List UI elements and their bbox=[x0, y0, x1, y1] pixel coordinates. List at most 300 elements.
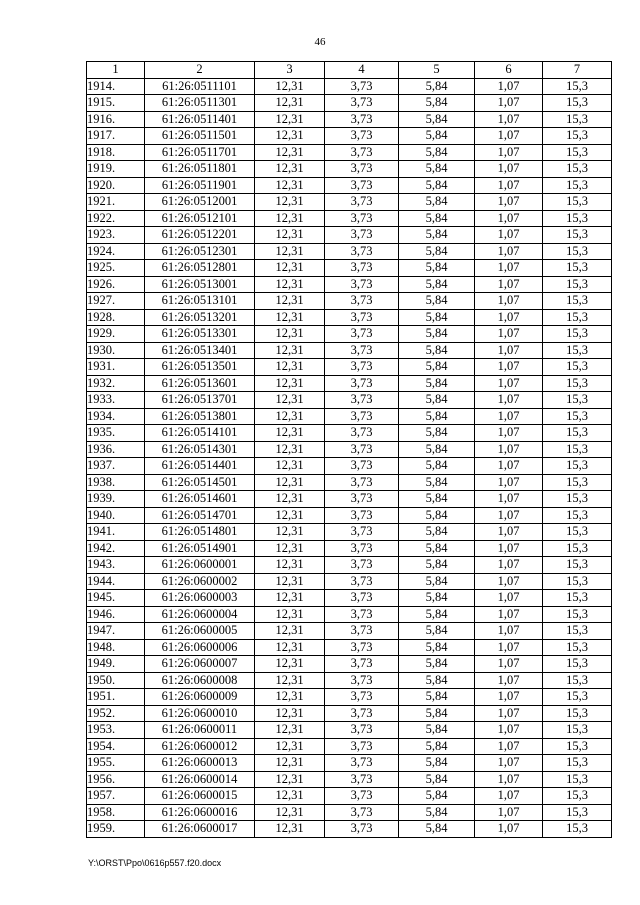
table-cell: 15,3 bbox=[543, 161, 612, 178]
table-cell: 61:26:0600003 bbox=[145, 590, 255, 607]
table-cell: 1914. bbox=[87, 78, 145, 95]
table-cell: 3,73 bbox=[325, 359, 399, 376]
table-cell: 1,07 bbox=[475, 227, 543, 244]
table-cell: 5,84 bbox=[399, 639, 475, 656]
table-cell: 3,73 bbox=[325, 804, 399, 821]
table-cell: 12,31 bbox=[255, 705, 325, 722]
table-cell: 1918. bbox=[87, 144, 145, 161]
table-cell: 12,31 bbox=[255, 788, 325, 805]
table-row bbox=[87, 342, 612, 359]
table-cell: 3,73 bbox=[325, 408, 399, 425]
table-cell: 1,07 bbox=[475, 161, 543, 178]
table-cell: 5,84 bbox=[399, 557, 475, 574]
table-cell: 3,73 bbox=[325, 111, 399, 128]
table-cell: 1,07 bbox=[475, 441, 543, 458]
table-cell: 1,07 bbox=[475, 672, 543, 689]
table-cell: 61:26:0511801 bbox=[145, 161, 255, 178]
table-row bbox=[87, 78, 612, 95]
table-cell: 3,73 bbox=[325, 573, 399, 590]
table-cell: 5,84 bbox=[399, 78, 475, 95]
table-cell: 15,3 bbox=[543, 491, 612, 508]
table-cell: 1,07 bbox=[475, 540, 543, 557]
table-cell: 1,07 bbox=[475, 293, 543, 310]
table-cell: 61:26:0600012 bbox=[145, 738, 255, 755]
table-cell: 5,84 bbox=[399, 491, 475, 508]
table-cell: 5,84 bbox=[399, 656, 475, 673]
table-cell: 5,84 bbox=[399, 326, 475, 343]
table-cell: 1924. bbox=[87, 243, 145, 260]
table-row bbox=[87, 573, 612, 590]
table-cell: 61:26:0514901 bbox=[145, 540, 255, 557]
table-cell: 15,3 bbox=[543, 755, 612, 772]
table-cell: 1,07 bbox=[475, 705, 543, 722]
table-cell: 1954. bbox=[87, 738, 145, 755]
table-row bbox=[87, 804, 612, 821]
table-cell: 1915. bbox=[87, 95, 145, 112]
table-row bbox=[87, 194, 612, 211]
table-cell: 1,07 bbox=[475, 656, 543, 673]
table-cell: 61:26:0511901 bbox=[145, 177, 255, 194]
table-cell: 1,07 bbox=[475, 722, 543, 739]
table-row bbox=[87, 210, 612, 227]
table-cell: 61:26:0512001 bbox=[145, 194, 255, 211]
table-row bbox=[87, 95, 612, 112]
table-cell: 61:26:0600015 bbox=[145, 788, 255, 805]
table-cell: 1947. bbox=[87, 623, 145, 640]
table-cell: 1922. bbox=[87, 210, 145, 227]
table-cell: 15,3 bbox=[543, 375, 612, 392]
table-cell: 5,84 bbox=[399, 788, 475, 805]
table-cell: 1940. bbox=[87, 507, 145, 524]
table-cell: 15,3 bbox=[543, 573, 612, 590]
table-cell: 5,84 bbox=[399, 804, 475, 821]
table-cell: 12,31 bbox=[255, 722, 325, 739]
table-cell: 1,07 bbox=[475, 557, 543, 574]
table-cell: 1,07 bbox=[475, 590, 543, 607]
table-cell: 1,07 bbox=[475, 78, 543, 95]
table-cell: 5,84 bbox=[399, 359, 475, 376]
table-row bbox=[87, 260, 612, 277]
table-cell: 61:26:0514601 bbox=[145, 491, 255, 508]
table-cell: 15,3 bbox=[543, 590, 612, 607]
table-cell: 1,07 bbox=[475, 342, 543, 359]
table-row bbox=[87, 161, 612, 178]
table-cell: 61:26:0600007 bbox=[145, 656, 255, 673]
table-cell: 61:26:0513701 bbox=[145, 392, 255, 409]
table-cell: 5,84 bbox=[399, 177, 475, 194]
table-cell: 1944. bbox=[87, 573, 145, 590]
table-cell: 3,73 bbox=[325, 441, 399, 458]
table-cell: 1953. bbox=[87, 722, 145, 739]
table-cell: 61:26:0514701 bbox=[145, 507, 255, 524]
table-cell: 5,84 bbox=[399, 755, 475, 772]
table-cell: 3,73 bbox=[325, 144, 399, 161]
table-cell: 1,07 bbox=[475, 309, 543, 326]
table-cell: 12,31 bbox=[255, 656, 325, 673]
table-cell: 12,31 bbox=[255, 755, 325, 772]
table-cell: 12,31 bbox=[255, 738, 325, 755]
table-cell: 3,73 bbox=[325, 95, 399, 112]
table-cell: 3,73 bbox=[325, 458, 399, 475]
table-cell: 1955. bbox=[87, 755, 145, 772]
table-cell: 12,31 bbox=[255, 375, 325, 392]
table-cell: 5,84 bbox=[399, 573, 475, 590]
table-cell: 3,73 bbox=[325, 738, 399, 755]
table-cell: 15,3 bbox=[543, 276, 612, 293]
table-cell: 3,73 bbox=[325, 491, 399, 508]
table-cell: 12,31 bbox=[255, 78, 325, 95]
table-row bbox=[87, 705, 612, 722]
table-cell: 3,73 bbox=[325, 326, 399, 343]
table-cell: 12,31 bbox=[255, 821, 325, 838]
table-cell: 1,07 bbox=[475, 243, 543, 260]
table-cell: 12,31 bbox=[255, 474, 325, 491]
table-row bbox=[87, 623, 612, 640]
table-cell: 3,73 bbox=[325, 656, 399, 673]
table-cell: 1,07 bbox=[475, 326, 543, 343]
table-cell: 12,31 bbox=[255, 623, 325, 640]
table-cell: 15,3 bbox=[543, 342, 612, 359]
table-cell: 15,3 bbox=[543, 672, 612, 689]
table-cell: 1,07 bbox=[475, 606, 543, 623]
table-cell: 12,31 bbox=[255, 210, 325, 227]
table-row bbox=[87, 639, 612, 656]
table-row bbox=[87, 227, 612, 244]
table-cell: 1,07 bbox=[475, 507, 543, 524]
table-cell: 12,31 bbox=[255, 243, 325, 260]
table-cell: 1917. bbox=[87, 128, 145, 145]
column-header: 2 bbox=[145, 62, 255, 79]
table-row bbox=[87, 771, 612, 788]
table-cell: 12,31 bbox=[255, 557, 325, 574]
table-cell: 5,84 bbox=[399, 260, 475, 277]
table-cell: 1,07 bbox=[475, 177, 543, 194]
table-row bbox=[87, 111, 612, 128]
table-cell: 1,07 bbox=[475, 359, 543, 376]
table-cell: 1916. bbox=[87, 111, 145, 128]
table-cell: 61:26:0600002 bbox=[145, 573, 255, 590]
table-cell: 5,84 bbox=[399, 375, 475, 392]
table-cell: 12,31 bbox=[255, 260, 325, 277]
table-cell: 1921. bbox=[87, 194, 145, 211]
table-cell: 1,07 bbox=[475, 474, 543, 491]
column-header: 1 bbox=[87, 62, 145, 79]
table-cell: 3,73 bbox=[325, 375, 399, 392]
table-body bbox=[87, 78, 612, 837]
table-row bbox=[87, 672, 612, 689]
table-row bbox=[87, 177, 612, 194]
table-cell: 5,84 bbox=[399, 194, 475, 211]
table-cell: 61:26:0600014 bbox=[145, 771, 255, 788]
table-cell: 12,31 bbox=[255, 804, 325, 821]
table-cell: 1957. bbox=[87, 788, 145, 805]
table-cell: 12,31 bbox=[255, 771, 325, 788]
table-cell: 5,84 bbox=[399, 276, 475, 293]
table-cell: 3,73 bbox=[325, 309, 399, 326]
table-row bbox=[87, 788, 612, 805]
table-cell: 1928. bbox=[87, 309, 145, 326]
table-row bbox=[87, 392, 612, 409]
table-cell: 1943. bbox=[87, 557, 145, 574]
table-cell: 15,3 bbox=[543, 705, 612, 722]
table-cell: 15,3 bbox=[543, 210, 612, 227]
table-cell: 12,31 bbox=[255, 425, 325, 442]
table-cell: 1939. bbox=[87, 491, 145, 508]
table-cell: 1,07 bbox=[475, 821, 543, 838]
table-cell: 1,07 bbox=[475, 491, 543, 508]
table-cell: 12,31 bbox=[255, 128, 325, 145]
table-cell: 3,73 bbox=[325, 705, 399, 722]
table-cell: 1,07 bbox=[475, 260, 543, 277]
table-cell: 61:26:0511401 bbox=[145, 111, 255, 128]
table-cell: 15,3 bbox=[543, 177, 612, 194]
table-cell: 1952. bbox=[87, 705, 145, 722]
table-cell: 61:26:0513601 bbox=[145, 375, 255, 392]
table-cell: 5,84 bbox=[399, 689, 475, 706]
table-cell: 1,07 bbox=[475, 524, 543, 541]
table-cell: 1942. bbox=[87, 540, 145, 557]
table-cell: 5,84 bbox=[399, 738, 475, 755]
table-row bbox=[87, 144, 612, 161]
table-cell: 12,31 bbox=[255, 639, 325, 656]
table-cell: 5,84 bbox=[399, 425, 475, 442]
table-cell: 5,84 bbox=[399, 623, 475, 640]
table-cell: 5,84 bbox=[399, 524, 475, 541]
page-number: 46 bbox=[314, 36, 326, 48]
table-cell: 15,3 bbox=[543, 507, 612, 524]
table-cell: 5,84 bbox=[399, 705, 475, 722]
table-cell: 3,73 bbox=[325, 524, 399, 541]
table-cell: 12,31 bbox=[255, 161, 325, 178]
table-cell: 12,31 bbox=[255, 507, 325, 524]
table-cell: 61:26:0512201 bbox=[145, 227, 255, 244]
table-cell: 12,31 bbox=[255, 177, 325, 194]
table-cell: 3,73 bbox=[325, 128, 399, 145]
table-row bbox=[87, 474, 612, 491]
table-cell: 61:26:0513501 bbox=[145, 359, 255, 376]
table-cell: 1,07 bbox=[475, 788, 543, 805]
table-row bbox=[87, 606, 612, 623]
table-cell: 61:26:0600006 bbox=[145, 639, 255, 656]
table-cell: 15,3 bbox=[543, 623, 612, 640]
table-row bbox=[87, 359, 612, 376]
table-cell: 1948. bbox=[87, 639, 145, 656]
table-row bbox=[87, 309, 612, 326]
table-cell: 61:26:0512301 bbox=[145, 243, 255, 260]
table-cell: 1,07 bbox=[475, 738, 543, 755]
table-cell: 3,73 bbox=[325, 177, 399, 194]
table-cell: 61:26:0513101 bbox=[145, 293, 255, 310]
table-cell: 1951. bbox=[87, 689, 145, 706]
table-row bbox=[87, 243, 612, 260]
table-cell: 1932. bbox=[87, 375, 145, 392]
table-cell: 61:26:0600001 bbox=[145, 557, 255, 574]
table-cell: 61:26:0600008 bbox=[145, 672, 255, 689]
table-cell: 1946. bbox=[87, 606, 145, 623]
table-row bbox=[87, 722, 612, 739]
table-cell: 61:26:0600010 bbox=[145, 705, 255, 722]
table-cell: 5,84 bbox=[399, 458, 475, 475]
table-cell: 1925. bbox=[87, 260, 145, 277]
table-cell: 12,31 bbox=[255, 293, 325, 310]
table-row bbox=[87, 590, 612, 607]
table-cell: 61:26:0600011 bbox=[145, 722, 255, 739]
table-cell: 61:26:0600004 bbox=[145, 606, 255, 623]
table-cell: 5,84 bbox=[399, 342, 475, 359]
table-row bbox=[87, 557, 612, 574]
table-cell: 1920. bbox=[87, 177, 145, 194]
table-cell: 5,84 bbox=[399, 408, 475, 425]
table-cell: 1,07 bbox=[475, 111, 543, 128]
table-cell: 15,3 bbox=[543, 474, 612, 491]
table-cell: 3,73 bbox=[325, 293, 399, 310]
table-cell: 1,07 bbox=[475, 194, 543, 211]
table-cell: 12,31 bbox=[255, 573, 325, 590]
table-cell: 3,73 bbox=[325, 425, 399, 442]
column-header: 3 bbox=[255, 62, 325, 79]
table-cell: 15,3 bbox=[543, 128, 612, 145]
table-cell: 3,73 bbox=[325, 540, 399, 557]
table-cell: 1,07 bbox=[475, 375, 543, 392]
table-row bbox=[87, 458, 612, 475]
table-cell: 3,73 bbox=[325, 210, 399, 227]
table-cell: 15,3 bbox=[543, 788, 612, 805]
table-cell: 1,07 bbox=[475, 144, 543, 161]
table-cell: 12,31 bbox=[255, 95, 325, 112]
table-cell: 15,3 bbox=[543, 738, 612, 755]
table-cell: 3,73 bbox=[325, 78, 399, 95]
table-header-row bbox=[87, 62, 612, 79]
table-cell: 1934. bbox=[87, 408, 145, 425]
table-cell: 5,84 bbox=[399, 441, 475, 458]
table-cell: 61:26:0511101 bbox=[145, 78, 255, 95]
table-cell: 1,07 bbox=[475, 755, 543, 772]
table-cell: 61:26:0514801 bbox=[145, 524, 255, 541]
table-row bbox=[87, 326, 612, 343]
table-cell: 12,31 bbox=[255, 359, 325, 376]
table-cell: 61:26:0511301 bbox=[145, 95, 255, 112]
table-cell: 61:26:0513301 bbox=[145, 326, 255, 343]
table-cell: 1,07 bbox=[475, 425, 543, 442]
table-row bbox=[87, 524, 612, 541]
table-cell: 3,73 bbox=[325, 639, 399, 656]
table-cell: 1,07 bbox=[475, 639, 543, 656]
table-cell: 5,84 bbox=[399, 672, 475, 689]
table-cell: 61:26:0514101 bbox=[145, 425, 255, 442]
table-cell: 3,73 bbox=[325, 557, 399, 574]
table-cell: 5,84 bbox=[399, 144, 475, 161]
table-cell: 12,31 bbox=[255, 689, 325, 706]
table-cell: 5,84 bbox=[399, 590, 475, 607]
table-row bbox=[87, 656, 612, 673]
data-table bbox=[86, 61, 612, 838]
footer-file-path: Y:\ORST\Ppo\0616p557.f20.docx bbox=[88, 858, 222, 868]
table-cell: 3,73 bbox=[325, 590, 399, 607]
table-cell: 15,3 bbox=[543, 606, 612, 623]
table-cell: 15,3 bbox=[543, 425, 612, 442]
table-cell: 1927. bbox=[87, 293, 145, 310]
table-cell: 3,73 bbox=[325, 755, 399, 772]
table-cell: 61:26:0514501 bbox=[145, 474, 255, 491]
table-cell: 1959. bbox=[87, 821, 145, 838]
table-row bbox=[87, 441, 612, 458]
column-header: 5 bbox=[399, 62, 475, 79]
table-cell: 5,84 bbox=[399, 111, 475, 128]
table-cell: 12,31 bbox=[255, 491, 325, 508]
table-cell: 3,73 bbox=[325, 507, 399, 524]
table-cell: 15,3 bbox=[543, 441, 612, 458]
table-cell: 1,07 bbox=[475, 128, 543, 145]
table-cell: 3,73 bbox=[325, 161, 399, 178]
table-cell: 61:26:0512101 bbox=[145, 210, 255, 227]
table-cell: 61:26:0512801 bbox=[145, 260, 255, 277]
table-cell: 15,3 bbox=[543, 293, 612, 310]
table-cell: 5,84 bbox=[399, 309, 475, 326]
table-cell: 12,31 bbox=[255, 326, 325, 343]
table-cell: 61:26:0600016 bbox=[145, 804, 255, 821]
table-cell: 15,3 bbox=[543, 227, 612, 244]
table-cell: 15,3 bbox=[543, 804, 612, 821]
table-cell: 3,73 bbox=[325, 243, 399, 260]
table-cell: 12,31 bbox=[255, 540, 325, 557]
table-cell: 12,31 bbox=[255, 227, 325, 244]
table-cell: 5,84 bbox=[399, 210, 475, 227]
table-cell: 15,3 bbox=[543, 557, 612, 574]
table-cell: 1,07 bbox=[475, 276, 543, 293]
table-cell: 15,3 bbox=[543, 326, 612, 343]
table-cell: 3,73 bbox=[325, 194, 399, 211]
table-cell: 1,07 bbox=[475, 771, 543, 788]
table-cell: 12,31 bbox=[255, 111, 325, 128]
table-cell: 3,73 bbox=[325, 623, 399, 640]
table-cell: 15,3 bbox=[543, 309, 612, 326]
table-cell: 61:26:0511501 bbox=[145, 128, 255, 145]
table-cell: 5,84 bbox=[399, 606, 475, 623]
table-cell: 5,84 bbox=[399, 95, 475, 112]
table-cell: 1936. bbox=[87, 441, 145, 458]
table-cell: 1,07 bbox=[475, 804, 543, 821]
table-cell: 61:26:0600009 bbox=[145, 689, 255, 706]
table-cell: 3,73 bbox=[325, 689, 399, 706]
table-cell: 5,84 bbox=[399, 821, 475, 838]
table-cell: 1937. bbox=[87, 458, 145, 475]
table-cell: 15,3 bbox=[543, 689, 612, 706]
table-cell: 61:26:0513201 bbox=[145, 309, 255, 326]
table-cell: 1919. bbox=[87, 161, 145, 178]
table-row bbox=[87, 375, 612, 392]
table-cell: 15,3 bbox=[543, 95, 612, 112]
table-cell: 12,31 bbox=[255, 524, 325, 541]
table-cell: 1,07 bbox=[475, 689, 543, 706]
table-row bbox=[87, 293, 612, 310]
table-cell: 1958. bbox=[87, 804, 145, 821]
table-cell: 12,31 bbox=[255, 309, 325, 326]
table-cell: 3,73 bbox=[325, 672, 399, 689]
table-cell: 5,84 bbox=[399, 722, 475, 739]
table-cell: 61:26:0600005 bbox=[145, 623, 255, 640]
table-cell: 61:26:0513801 bbox=[145, 408, 255, 425]
table-cell: 3,73 bbox=[325, 342, 399, 359]
table-cell: 1956. bbox=[87, 771, 145, 788]
table-cell: 5,84 bbox=[399, 540, 475, 557]
table-cell: 1949. bbox=[87, 656, 145, 673]
table-cell: 3,73 bbox=[325, 227, 399, 244]
table-cell: 5,84 bbox=[399, 227, 475, 244]
table-row bbox=[87, 425, 612, 442]
table-cell: 15,3 bbox=[543, 260, 612, 277]
table-cell: 15,3 bbox=[543, 821, 612, 838]
table-cell: 1933. bbox=[87, 392, 145, 409]
